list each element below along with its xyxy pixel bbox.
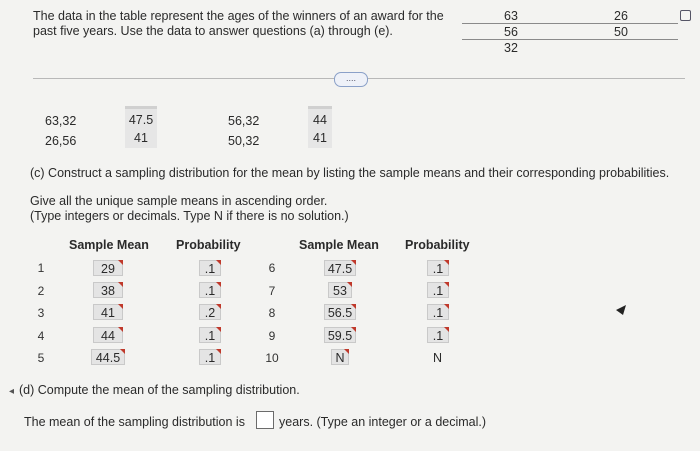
- probability-value: .1: [204, 351, 216, 365]
- flag-icon: [351, 260, 356, 265]
- row-number: 2: [37, 284, 45, 298]
- probability-input[interactable]: [427, 327, 449, 343]
- flag-icon: [444, 282, 449, 287]
- sample-mean-input[interactable]: [93, 282, 123, 298]
- part-d-prompt: (d) Compute the mean of the sampling distribution.: [19, 383, 300, 397]
- sample-pair: 50,32: [228, 134, 260, 148]
- sample-mean-input[interactable]: [331, 349, 349, 365]
- row-number: 7: [268, 284, 276, 298]
- bullet-icon: ◂: [9, 386, 15, 397]
- cursor-arrow-icon: [615, 304, 627, 316]
- flag-icon: [351, 327, 356, 332]
- row-number: 8: [268, 306, 276, 320]
- flag-icon: [344, 349, 349, 354]
- data-cell: 32: [504, 41, 518, 55]
- sample-mean-value: 59.5: [327, 329, 353, 343]
- table-divider: [462, 23, 678, 24]
- sample-mean-input[interactable]: [91, 349, 125, 365]
- copy-data-icon[interactable]: [680, 10, 691, 21]
- table-divider: [462, 39, 678, 40]
- header-sample-mean-left: Sample Mean: [69, 238, 149, 252]
- flag-icon: [444, 260, 449, 265]
- sample-mean-input[interactable]: [93, 260, 123, 276]
- sample-mean-input[interactable]: [324, 260, 356, 276]
- header-probability-left: Probability: [176, 238, 241, 252]
- prev-mean-cell: 47.5: [125, 106, 157, 128]
- part-c-instruction: Give all the unique sample means in ascending order.: [30, 194, 328, 208]
- sample-mean-value: 44.5: [95, 351, 121, 365]
- flag-icon: [120, 349, 125, 354]
- probability-input[interactable]: [199, 260, 221, 276]
- prev-mean-cell: 44: [308, 106, 332, 128]
- probability-input[interactable]: [199, 327, 221, 343]
- probability-value: .1: [432, 262, 444, 276]
- sample-mean-input[interactable]: [324, 327, 356, 343]
- row-number: 1: [37, 261, 45, 275]
- data-cell: 50: [614, 25, 628, 39]
- sample-mean-input[interactable]: [324, 304, 356, 320]
- probability-value: .1: [432, 306, 444, 320]
- row-number: 10: [265, 351, 279, 365]
- probability-input[interactable]: [199, 349, 221, 365]
- sample-pair: 26,56: [45, 134, 77, 148]
- probability-input[interactable]: [427, 260, 449, 276]
- probability-value: .1: [432, 284, 444, 298]
- probability-value: .1: [204, 284, 216, 298]
- intro-line-1: The data in the table represent the ages of the winners of an award for the: [33, 9, 444, 23]
- sample-mean-value: 47.5: [327, 262, 353, 276]
- mean-answer-input[interactable]: [256, 411, 274, 429]
- flag-icon: [347, 282, 352, 287]
- flag-icon: [118, 304, 123, 309]
- probability-value: .2: [204, 306, 216, 320]
- probability-input[interactable]: [427, 304, 449, 320]
- data-cell: 26: [614, 9, 628, 23]
- probability-value: .1: [204, 329, 216, 343]
- flag-icon: [118, 282, 123, 287]
- data-table: [462, 6, 678, 56]
- row-number: 6: [268, 261, 276, 275]
- row-number: 3: [37, 306, 45, 320]
- sample-mean-value: N: [335, 351, 345, 365]
- part-c-hint: (Type integers or decimals. Type N if there is no solution.): [30, 209, 349, 223]
- prev-mean-cell: 41: [308, 128, 332, 148]
- flag-icon: [216, 349, 221, 354]
- flag-icon: [351, 304, 356, 309]
- sample-mean-value: 29: [101, 262, 115, 276]
- row-number: 9: [268, 329, 276, 343]
- probability-value: .1: [432, 329, 444, 343]
- sample-mean-value: 53: [333, 284, 347, 298]
- answer-prefix: The mean of the sampling distribution is: [24, 415, 245, 429]
- data-cell: 63: [504, 9, 518, 23]
- row-number: 4: [37, 329, 45, 343]
- probability-input[interactable]: [199, 304, 221, 320]
- flag-icon: [444, 327, 449, 332]
- flag-icon: [216, 304, 221, 309]
- sample-pair: 56,32: [228, 114, 260, 128]
- prev-mean-cell: 41: [125, 128, 157, 148]
- header-sample-mean-right: Sample Mean: [299, 238, 379, 252]
- flag-icon: [216, 282, 221, 287]
- sample-mean-value: 38: [101, 284, 115, 298]
- flag-icon: [216, 327, 221, 332]
- flag-icon: [118, 260, 123, 265]
- sample-pair: 63,32: [45, 114, 77, 128]
- data-cell: 56: [504, 25, 518, 39]
- sample-mean-value: 41: [101, 306, 115, 320]
- flag-icon: [216, 260, 221, 265]
- part-c-prompt: (c) Construct a sampling distribution for the mean by listing the sample means and their corresponding probabilities.: [30, 166, 670, 180]
- expand-button[interactable]: ....: [334, 72, 368, 87]
- probability-input[interactable]: [199, 282, 221, 298]
- flag-icon: [118, 327, 123, 332]
- flag-icon: [444, 304, 449, 309]
- answer-suffix: years. (Type an integer or a decimal.): [279, 415, 487, 429]
- sample-mean-input[interactable]: [93, 304, 123, 320]
- header-probability-right: Probability: [405, 238, 470, 252]
- sample-mean-value: 44: [101, 329, 115, 343]
- sample-mean-input[interactable]: [328, 282, 352, 298]
- probability-value: N: [433, 351, 443, 365]
- probability-value: .1: [204, 262, 216, 276]
- sample-mean-input[interactable]: [93, 327, 123, 343]
- sample-mean-value: 56.5: [327, 306, 353, 320]
- row-number: 5: [37, 351, 45, 365]
- probability-input[interactable]: [427, 282, 449, 298]
- intro-line-2: past five years. Use the data to answer questions (a) through (e).: [33, 24, 393, 38]
